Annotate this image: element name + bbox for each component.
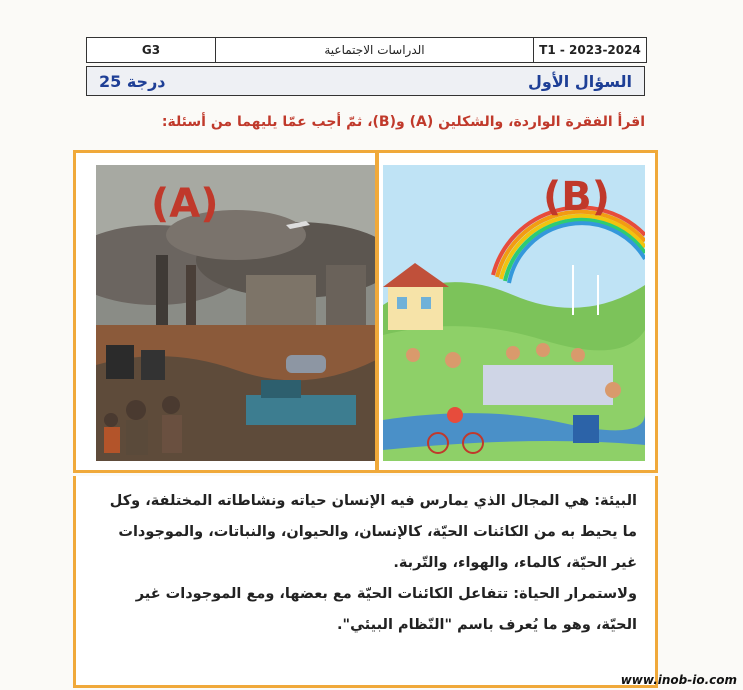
- figure-b-clean: [383, 165, 645, 461]
- instruction-text: اقرأ الفقرة الواردة، والشكلين (A) و(B)، ثمّ أجب عمّا يليهما من أسئلة:: [161, 114, 645, 130]
- definition-textbox: [73, 476, 658, 688]
- header-grade: G3: [141, 43, 161, 57]
- question-score: 25 درجة: [99, 71, 166, 91]
- figures-frame: [73, 150, 658, 473]
- figure-a-polluted: [96, 165, 376, 461]
- question-bar: [86, 66, 645, 96]
- figure-a-label: (A): [151, 181, 219, 227]
- paragraph-ecosystem: ولاستمرار الحياة: تتفاعل الكائنات الحيّة مع بعضها، ومع الموجودات غير الحيّة، وهو ما يُعرف باسم "النّظام البيئي".: [135, 586, 637, 633]
- header-term: T1 - 2023-2024: [533, 38, 646, 62]
- question-title: السؤال الأول: [528, 71, 632, 91]
- paragraph-environment: البيئة: هي المجال الذي يمارس فيه الإنسان حياته ونشاطاته المختلفة، وكل ما يحيط به من الكائنات الحيّة، كالإنسان، والحيوان، والنباتات، والموجودات غير الحيّة، كالماء، والهواء، والتّربة.: [109, 493, 637, 571]
- site-watermark: www.inob-io.com: [620, 673, 737, 687]
- polluted-scene-illustration: [96, 165, 376, 461]
- frame-divider: [375, 153, 379, 470]
- header-table: [86, 37, 647, 63]
- figure-b-label: (B): [543, 174, 611, 220]
- header-subject: الدراسات الاجتماعية: [215, 38, 533, 62]
- clean-scene-illustration: [383, 165, 645, 461]
